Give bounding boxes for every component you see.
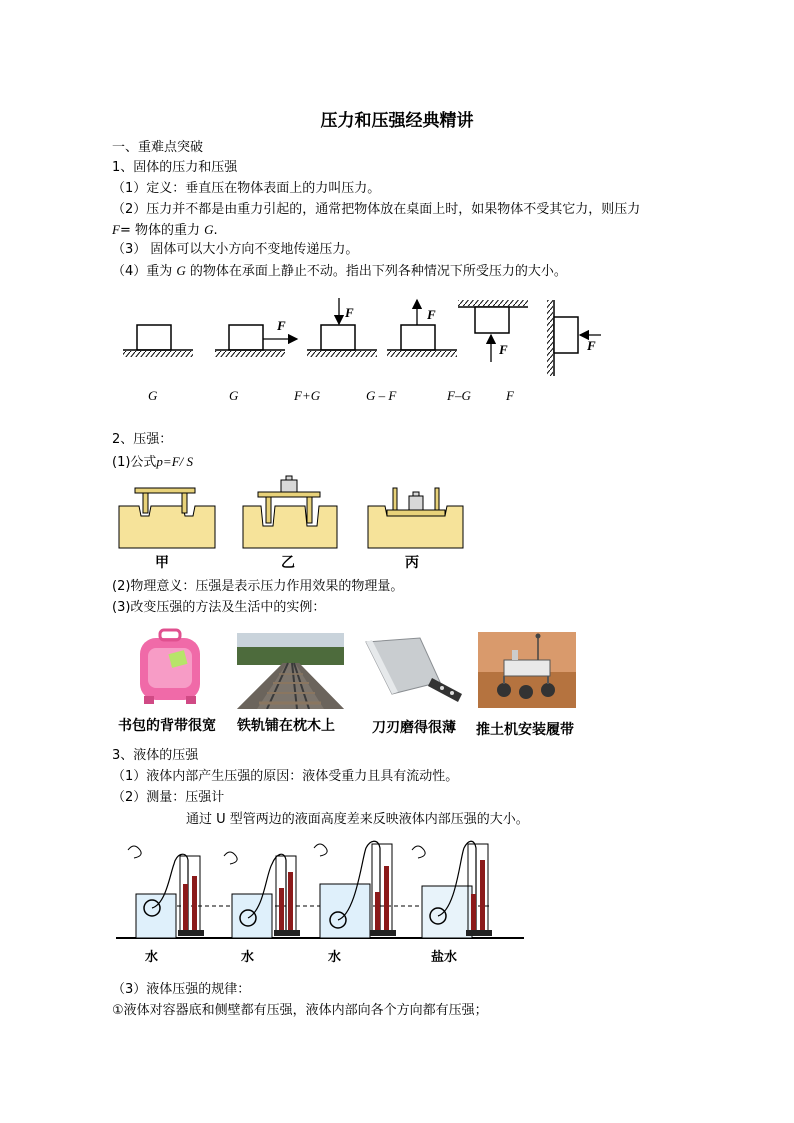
paragraph (112, 220, 218, 241)
caption-bing: 丙 (405, 555, 419, 571)
apparatus-1 (128, 846, 204, 938)
answer: G (229, 388, 239, 403)
liquid-label: 盐水 (431, 950, 458, 965)
diagram-2 (215, 318, 297, 357)
section-heading: 一、重难点突破 (112, 140, 204, 155)
paragraph: （3） 固体可以大小方向不变地传递压力。 (112, 242, 359, 257)
caption-yi: 乙 (281, 555, 295, 571)
caption-jia: 甲 (155, 555, 169, 571)
paragraph: ①液体对容器底和侧壁都有压强，液体内部向各个方向都有压强； (112, 1003, 488, 1018)
stand-experiment (115, 472, 475, 572)
text: = 物体的重力 (119, 223, 205, 238)
paragraph: 通过 U 型管两边的液面高度差来反映液体内部压强的大小。 (186, 812, 529, 827)
symbol-g: G (176, 263, 186, 278)
paragraph: （3）液体压强的规律： (112, 982, 251, 997)
formula: p=F/ S (156, 454, 193, 469)
stand-bing (368, 488, 463, 548)
backpack-image (130, 626, 210, 706)
text: (1)公式 (112, 455, 157, 470)
diagram-6 (547, 300, 601, 376)
railway-image (237, 633, 344, 709)
liquid-label: 水 (241, 950, 255, 965)
answer: G – F (366, 388, 397, 403)
force-label: F (345, 305, 354, 320)
subsection-heading: 3、液体的压强 (112, 748, 199, 763)
symbol-f: F (112, 222, 120, 237)
liquid-label: 水 (328, 950, 342, 965)
example-caption: 书包的背带很宽 (118, 718, 216, 734)
text: . (213, 223, 218, 238)
diagram-5 (458, 300, 528, 362)
paragraph: （2）压力并不都是由重力引起的，通常把物体放在桌面上时，如果物体不受其它力，则压力 (112, 202, 641, 217)
answer: G (148, 388, 158, 403)
paragraph (112, 261, 567, 282)
answer: F–G (447, 388, 471, 403)
example-caption: 刀刃磨得很薄 (372, 720, 456, 736)
force-diagrams (115, 292, 615, 382)
force-label: F (499, 342, 508, 357)
text: 的物体在承面上静止不动。指出下列各种情况下所受压力的大小。 (185, 264, 567, 279)
pressure-gauge-experiments (116, 834, 526, 946)
paragraph: （2）测量：压强计 (112, 790, 225, 805)
force-label: F (277, 318, 286, 333)
apparatus-4 (412, 841, 492, 938)
stand-yi (243, 476, 337, 548)
subsection-heading: 2、压强： (112, 432, 173, 447)
subsection-heading: 1、固体的压力和压强 (112, 160, 238, 175)
paragraph: （1）定义：垂直压在物体表面上的力叫压力。 (112, 181, 381, 196)
diagram-3 (307, 298, 377, 357)
stand-jia (119, 488, 215, 548)
cleaver-image (362, 634, 468, 706)
diagram-1 (123, 325, 193, 357)
force-label: F (587, 338, 596, 353)
apparatus-3 (314, 841, 396, 938)
bulldozer-image (478, 632, 576, 708)
paragraph: (3)改变压强的方法及生活中的实例： (112, 600, 326, 615)
liquid-label: 水 (145, 950, 159, 965)
diagram-4 (387, 300, 457, 357)
answer: F (506, 388, 514, 403)
formula-line (112, 452, 193, 473)
example-caption: 铁轨铺在枕木上 (237, 718, 335, 734)
force-label: F (427, 307, 436, 322)
answer: F+G (294, 388, 321, 403)
paragraph: (2)物理意义：压强是表示压力作用效果的物理量。 (112, 579, 404, 594)
paragraph: （1）液体内部产生压强的原因：液体受重力且具有流动性。 (112, 769, 459, 784)
text: （4）重为 (112, 264, 177, 279)
apparatus-2 (224, 852, 300, 938)
symbol-g: G (204, 222, 214, 237)
example-caption: 推土机安装履带 (476, 722, 574, 738)
page-title: 压力和压强经典精讲 (320, 111, 474, 131)
